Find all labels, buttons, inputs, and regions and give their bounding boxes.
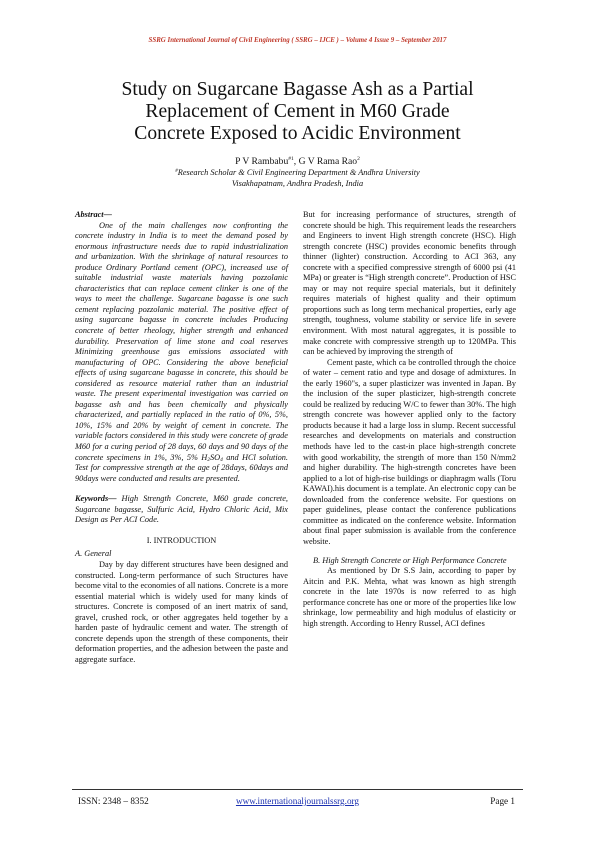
body-paragraph: Cement paste, which ca be controlled through the choice of water – cement ratio and type and dosage of admixtures. In the early 1960"s, a super plasticizer was invented in Japan. By the inclusion of the super plasticizer, high-strength concrete could be realized by reducing W/C to fewer than 30%. The high strength concrete was however applied only to the factory products because it had a large loss in slump. Recent successful researches and developments on materials and construction methods have led to the cast-in place high-strength concrete with good workability, the strength of more than 150 N/mm2 and higher durability. The high-strength concretes have been applied to a lot of high-rise buildings or diaphragm walls (Toru KAWAI).his document is a template. An electronic copy can be downloaded from the conference website. For questions on paper guidelines, please contact the conference publications committee as indicated on the conference website. Information about final paper submission is available from the conference website. xyxy=(303,357,516,546)
abstract-text: and HCl solution. Test for compressive strength at the age of 28days, 60days and 90days were conducted and results are presented. xyxy=(75,452,288,483)
abstract-label: Abstract— xyxy=(75,210,112,219)
abstract xyxy=(75,210,288,484)
author-superscript: #1 xyxy=(288,156,294,162)
abstract-text: SO xyxy=(209,452,221,462)
section-heading: I. INTRODUCTION xyxy=(146,535,217,545)
right-column xyxy=(303,210,516,629)
keywords xyxy=(75,494,288,526)
body-paragraph: But for increasing performance of structures, strength of concrete should be high. This requirement leads the researchers and Engineers to invent High strength concrete (HSC). High strength concrete (HSC) provides economic benefits through thinner (lighter) construction. According to ACI 363, any concrete with a specified compressive strength of 6000 psi (41 MPa) or greater is “High strength concrete”. Production of HSC may or may not require special materials, but it definitely requires materials of highest quality and their optimum proportions such as long term mechanical properties, early age strength, toughness, volume stability or service life in severe environment. With most natural aggregates, it is possible to make concrete with compressive strength up to 120MPa. This can be achieved by improving the strength of xyxy=(303,210,516,357)
author-superscript: 2 xyxy=(357,156,360,162)
keywords-text: High Strength Concrete, M60 grade concrete, Sugarcane bagasse, Sulfuric Acid, Hydro Chloric Acid, Mix Design as Per ACI Code. xyxy=(75,494,288,525)
footer-url-link[interactable]: www.internationaljournalssrg.org xyxy=(235,796,360,806)
author-name: , G V Rama Rao xyxy=(293,156,358,167)
footer-page-number: Page 1 xyxy=(490,796,515,806)
subsection-heading: A. General xyxy=(75,549,112,559)
keywords-label: Keywords— xyxy=(75,494,117,504)
title-line: Study on Sugarcane Bagasse Ash as a Partial xyxy=(121,79,474,100)
intro-paragraph: Day by day different structures have been designed and constructed. Long-term performance of such Structures have become vital to the economies of all nations. Concrete is a more essential material which is widely used for many kinds of structures. Concrete is composed of an inert matrix of sand, gravel, crushed rock, or other aggregates held together by a harden paste of hydraulic cement and water. The strength of concrete depends upon the strength of these components, their deformation properties, and the adhesion between the paste and aggregate surface. xyxy=(75,559,288,664)
title-line: Replacement of Cement in M60 Grade xyxy=(145,101,450,122)
footer-divider xyxy=(72,789,523,790)
journal-header: SSRG International Journal of Civil Engineering ( SSRG – IJCE ) – Volume 4 Issue 9 – September 2017 xyxy=(148,37,447,44)
left-column xyxy=(75,210,288,665)
affiliation-line xyxy=(0,168,595,179)
affiliation-location: Visakhapatnam, Andhra Pradesh, India xyxy=(231,179,364,188)
paper-title xyxy=(50,79,545,145)
title-line: Concrete Exposed to Acidic Environment xyxy=(134,123,461,144)
author-line xyxy=(0,156,595,167)
affiliation-marker: # xyxy=(175,169,178,174)
subsection-heading: B. High Strength Concrete or High Performance Concrete xyxy=(313,555,507,565)
abstract-text: One of the main challenges now confronting the concrete industry in India is to meet the demand posed by enormous infrastructure needs due to rapid industrialization and urbanization. With the shrinkage of natural resources to produce Ordinary Portland cement (OPC), increased use of suitable industrial waste materials having pozzolanic characteristics that can replace cement clinker is one of the ways to meet the challenge. Sugarcane bagasse is one such cement replacing pozzolanic material. The positive effect of using sugarcane bagasse in concrete includes Producing concrete of better rheology, higher strength and enhanced durability. Preservation of lime stone and coal reserves Minimizing greenhouse gas emissions associated with manufacturing of OPC. Considering the above beneficial effects of using sugarcane bagasse in concrete, this should be considered as resource material rather than an industrial waste. The present experimental investigation was carried on bagasse ash and has been chemically and physically characterized, and partially replaced in the ratio of 0%, 5%, 10%, 15% and 20% by weight of cement in concrete. The variable factors considered in this study were concrete of grade M60 for a curing period of 28 days, 60 days and 90 days of the concrete specimens in 1%, 3%, 5% H xyxy=(75,220,288,462)
subscript: 4 xyxy=(220,456,223,463)
author-name: P V Rambabu xyxy=(235,156,289,167)
body-paragraph: As mentioned by Dr S.S Jain, according to paper by Aitcin and P.K. Mehta, what was known as high strength concrete in the late 1970s is now referred to as high performance concrete has one or more of the properties like low shrinkage, low permeability and high modulus of elasticity or high strength. According to Henry Russel, ACI defines xyxy=(303,566,516,628)
affiliation-text: Research Scholar & Civil Engineering Department & Andhra University xyxy=(177,168,420,177)
subscript: 2 xyxy=(207,456,210,463)
footer-issn: ISSN: 2348 – 8352 xyxy=(78,796,149,806)
